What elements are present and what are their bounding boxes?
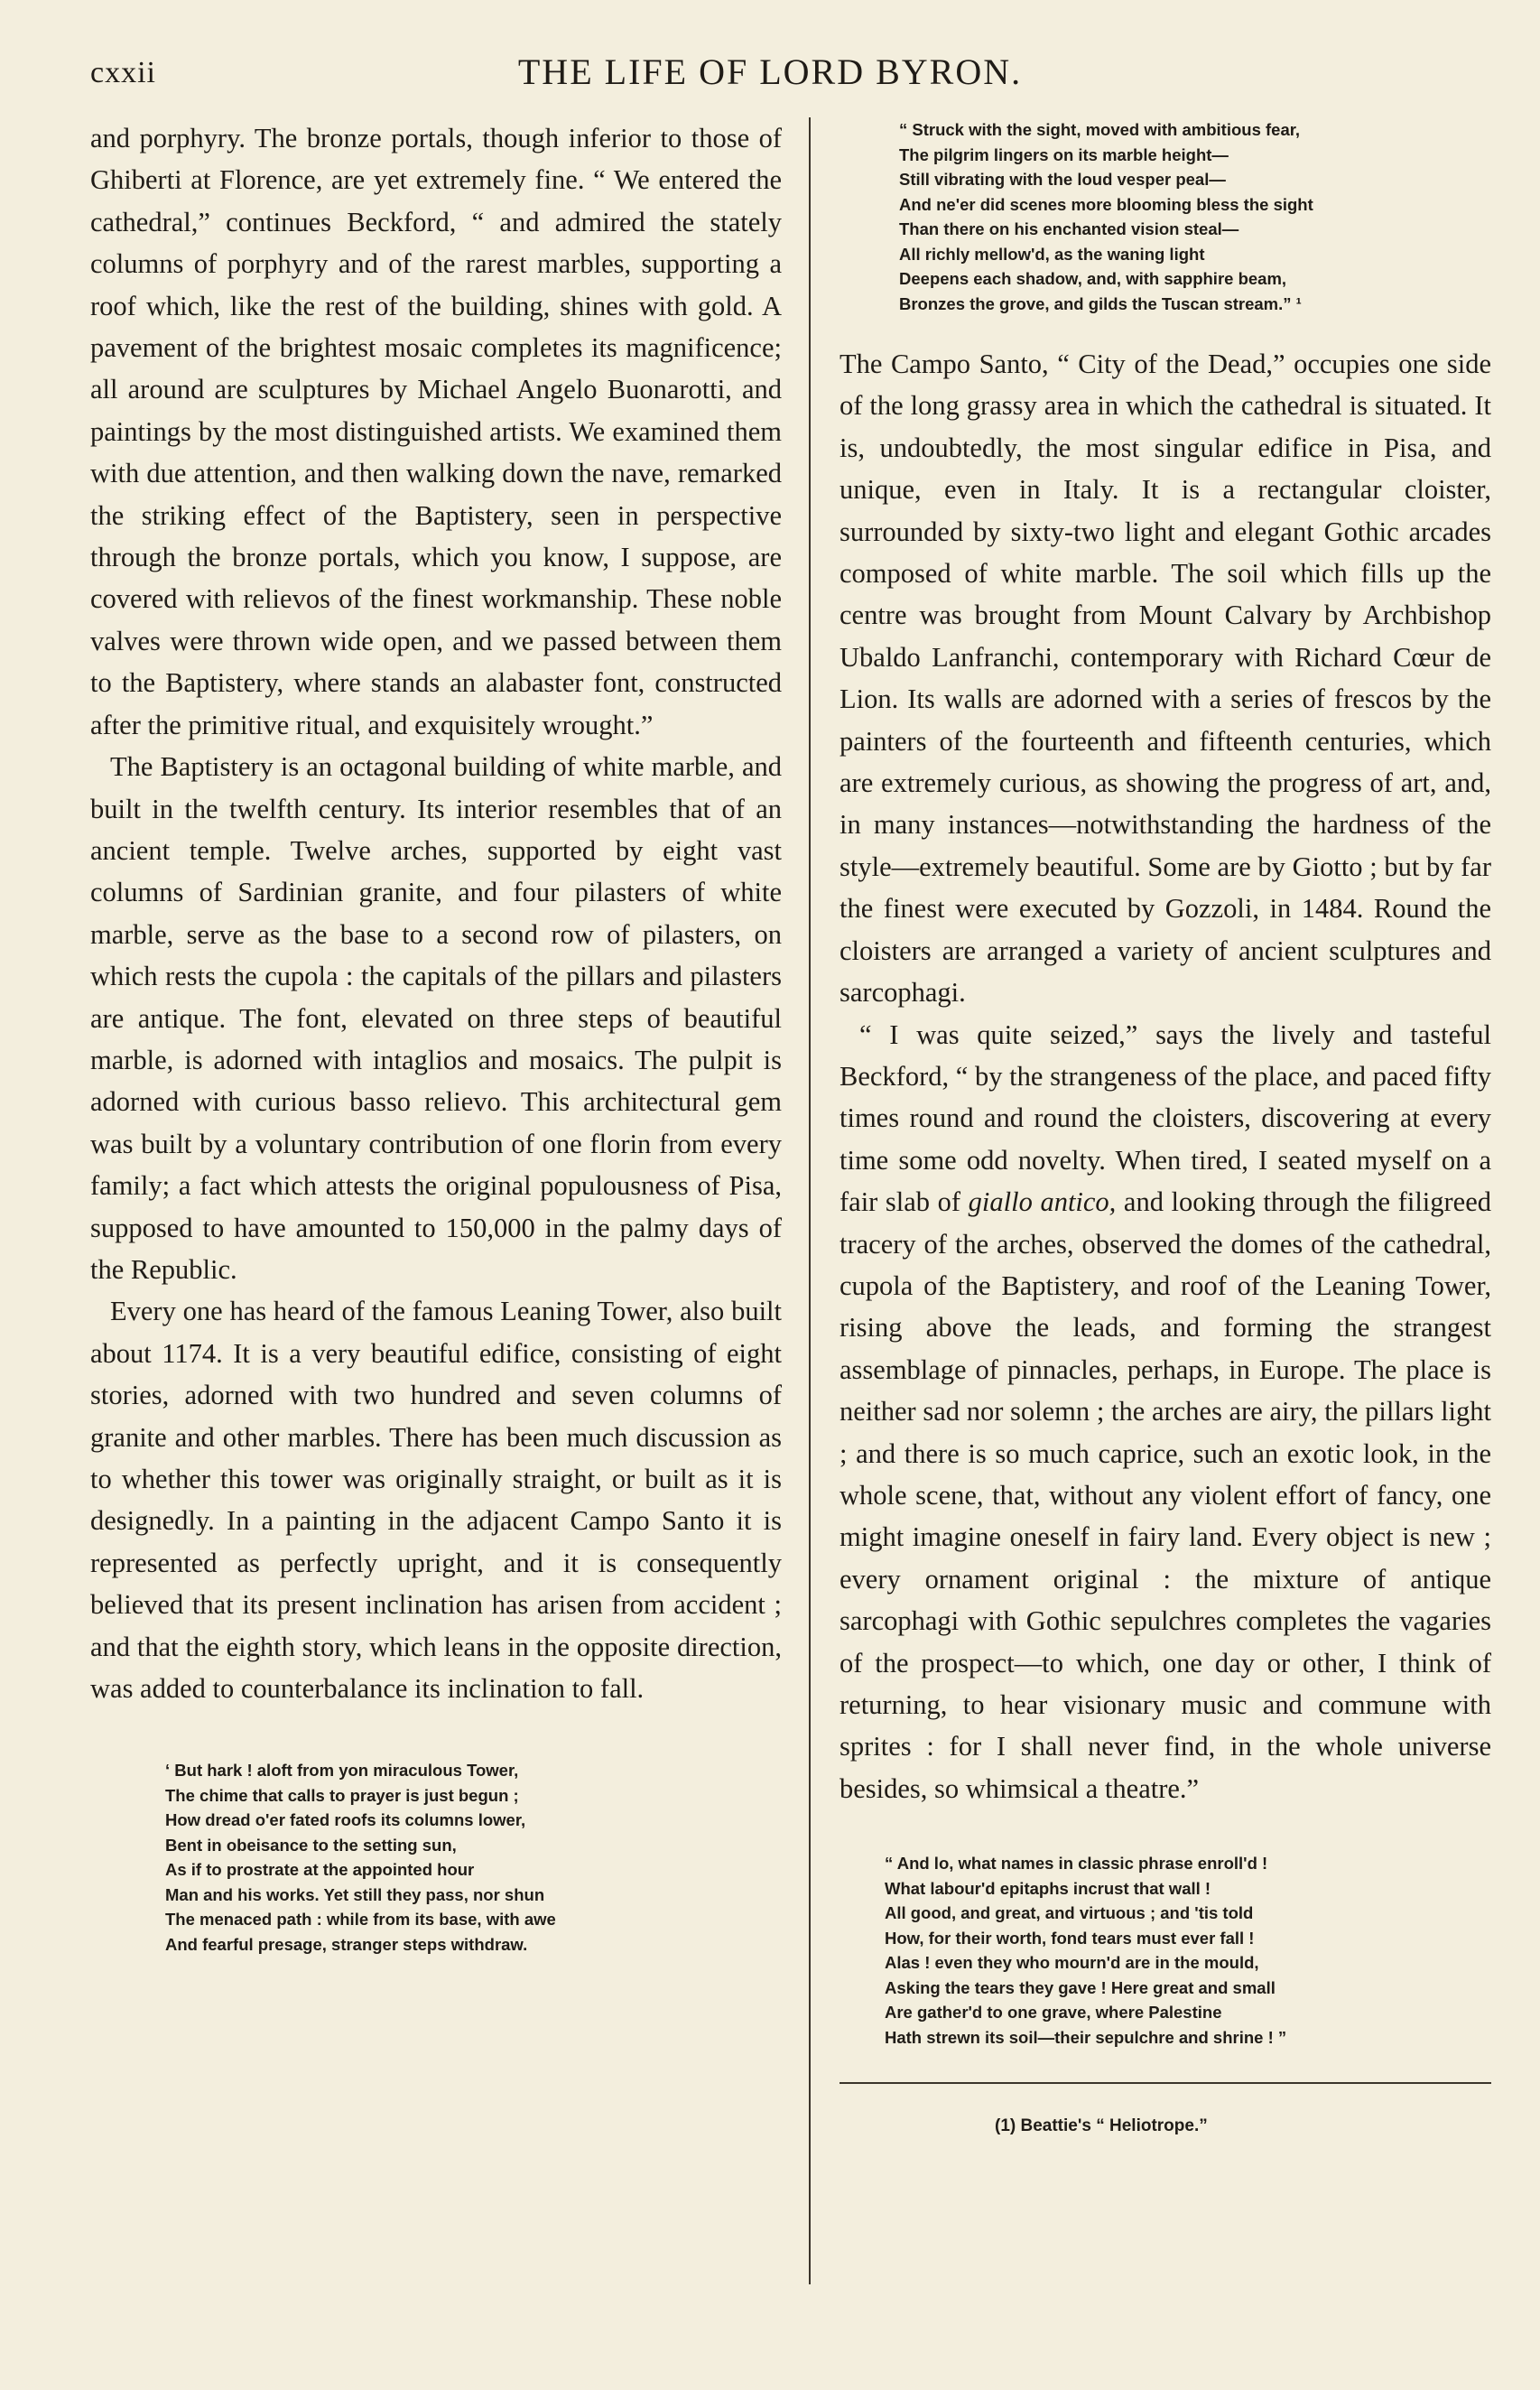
paragraph: and porphyry. The bronze portals, though inferior to those of Ghiberti at Florence, are yet extremely fine. “ We entered the cathedral,” continues Beckford, “ and admired the stately columns of porphyry and of the rarest marbles, supporting a roof which, like the rest of the building, shines with gold. A pavement of the brightest mosaic completes its magnificence; all around are sculptures by Michael Angelo Buonarotti, and paintings by the most distinguished artists. We examined them with due attention, and then walking down the nave, remarked the striking effect of the Baptistery, seen in perspective through the bronze portals, which you know, I suppose, are covered with relievos of the finest workmanship. These noble valves were thrown wide open, and we passed between them to the Baptistery, where stands an alabaster font, constructed after the primitive ritual, and exquisitely wrought.” (90, 123, 782, 740)
verse-line: All good, and great, and virtuous ; and 'tis told (885, 1903, 1254, 1923)
italic-phrase: giallo antico, (968, 1186, 1117, 1218)
paragraph: The Campo Santo, “ City of the Dead,” occupies one side of the long grassy area in which the cathedral is situated. It is, undoubtedly, the most singular edifice in Pisa, and unique, even in Italy. It is a rectangular cloister, surrounded by sixty-two light and elegant Gothic arcades composed of white marble. The soil which fills up the centre was brought from Mount Calvary by Archbishop Ubaldo Lanfranchi, contemporary with Richard Cœur de Lion. Its walls are adorned with a series of frescos by the painters of the fourteenth and fifteenth centuries, which are extremely curious, as showing the progress of art, and, in many instances—notwithstanding the hardness of the style—extremely beautiful. Some are by Giotto ; but by far the finest were executed by Gozzoli, in 1484. Round the cloisters are arranged a variety of ancient sculptures and sarcophagi. (840, 349, 1491, 1009)
verse-line: And ne'er did scenes more blooming bless the sight (899, 194, 1313, 214)
page-header (0, 51, 1540, 96)
verse-line: Still vibrating with the loud vesper peal— (899, 170, 1226, 189)
verse-line: How, for their worth, fond tears must ever fall ! (885, 1928, 1255, 1948)
verse-line: The pilgrim lingers on its marble height— (899, 144, 1229, 164)
footnote: (1) Beattie's “ Heliotrope.” (995, 2116, 1208, 2136)
verse-line: Asking the tears they gave ! Here great and small (885, 1977, 1276, 1997)
verse-line: Deepens each shadow, and, with sapphire beam, (899, 269, 1287, 288)
verse-line: “ And lo, what names in classic phrase enroll'd ! (885, 1854, 1268, 1874)
verse-line: “ Struck with the sight, moved with ambitious fear, (899, 120, 1301, 139)
verse-line: The chime that calls to prayer is just begun ; (165, 1785, 519, 1805)
verse-line: Than there on his enchanted vision steal— (899, 219, 1239, 238)
verse-block (165, 1758, 782, 1957)
verse-line: How dread o'er fated roofs its columns lower, (165, 1810, 526, 1830)
verse-line: Man and his works. Yet still they pass, nor shun (165, 1884, 545, 1904)
verse-block (899, 117, 1491, 316)
page-number: cxxii (90, 56, 156, 89)
verse-line: Bent in obeisance to the setting sun, (165, 1835, 457, 1855)
left-column (90, 117, 782, 1957)
verse-line: Alas ! even they who mourn'd are in the mould, (885, 1953, 1259, 1973)
running-title: THE LIFE OF LORD BYRON. (517, 51, 1023, 92)
verse-line: All richly mellow'd, as the waning light (899, 244, 1205, 264)
footnote-rule (840, 2082, 1491, 2084)
paragraph: The Baptistery is an octagonal building of white marble, and built in the twelfth century. Its interior resembles that of an ancient temple. Twelve arches, supported by eight vast columns of Sardinian granite, and four pilasters of white marble, serve as the base to a second row of pilasters, on which rests the cupola : the capitals of the pillars and pilasters are antique. The font, elevated on three steps of beautiful marble, is adorned with intaglios and mosaics. The pulpit is adorned with curious basso relievo. This architectural gem was built by a voluntary contribution of one florin from every family; a fact which attests the original populousness of Pisa, supposed to have amounted to 150,000 in the palmy days of the Republic. (90, 751, 782, 1285)
verse-line: As if to prostrate at the appointed hour (165, 1860, 475, 1880)
verse-line: ‘ But hark ! aloft from yon miraculous Tower, (165, 1761, 519, 1781)
verse-line: Bronzes the grove, and gilds the Tuscan stream.” ¹ (899, 293, 1302, 313)
verse-line: And fearful presage, stranger steps withdraw. (165, 1934, 528, 1954)
paragraph-text: and looking through the filigreed tracery of the arches, observed the domes of the cathedral, cupola of the Baptistery, and roof of the Leaning Tower, rising above the leads, and forming the strangest assemblage of pinnacles, perhaps, in Europe. The place is neither sad nor solemn ; the arches are airy, the pillars light ; and there is so much caprice, such an exotic look, in the whole scene, that, without any violent effort of fancy, one might imagine oneself in fairy land. Every object is new ; every ornament original : the mixture of antique sarcophagi with Gothic sepulchres completes the vagaries of the prospect—to which, one day or other, I think of returning, to hear visionary music and commune with sprites : for I shall never find, in the whole universe besides, so whimsical a theatre.” (840, 1186, 1491, 1804)
paragraph: Every one has heard of the famous Leaning Tower, also built about 1174. It is a very beautiful edifice, consisting of eight stories, adorned with two hundred and seven columns of granite and other marbles. There has been much discussion as to whether this tower was originally straight, or built as it is designedly. In a painting in the adjacent Campo Santo it is represented as perfectly upright, and it is consequently believed that its present inclination has arisen from accident ; and that the eighth story, which leans in the opposite direction, was added to counterbalance its inclination to fall. (90, 1296, 782, 1705)
verse-line: Are gather'd to one grave, where Palestine (885, 2003, 1222, 2023)
right-column (840, 117, 1491, 2136)
verse-line: Hath strewn its soil—their sepulchre and shrine ! ” (885, 2027, 1287, 2047)
verse-line: The menaced path : while from its base, with awe (165, 1910, 556, 1930)
verse-line: What labour'd epitaphs incrust that wall ! (885, 1878, 1211, 1898)
paragraph (840, 1014, 1491, 1810)
verse-block (885, 1851, 1491, 2050)
column-divider (809, 117, 811, 2284)
paragraph-text: “ I was quite seized,” says the lively and tasteful Beckford, “ by the strangeness of the place, and paced fifty times round and round the cloisters, discovering at every time some odd novelty. When tired, I seated myself on a fair slab of (840, 1018, 1491, 1218)
